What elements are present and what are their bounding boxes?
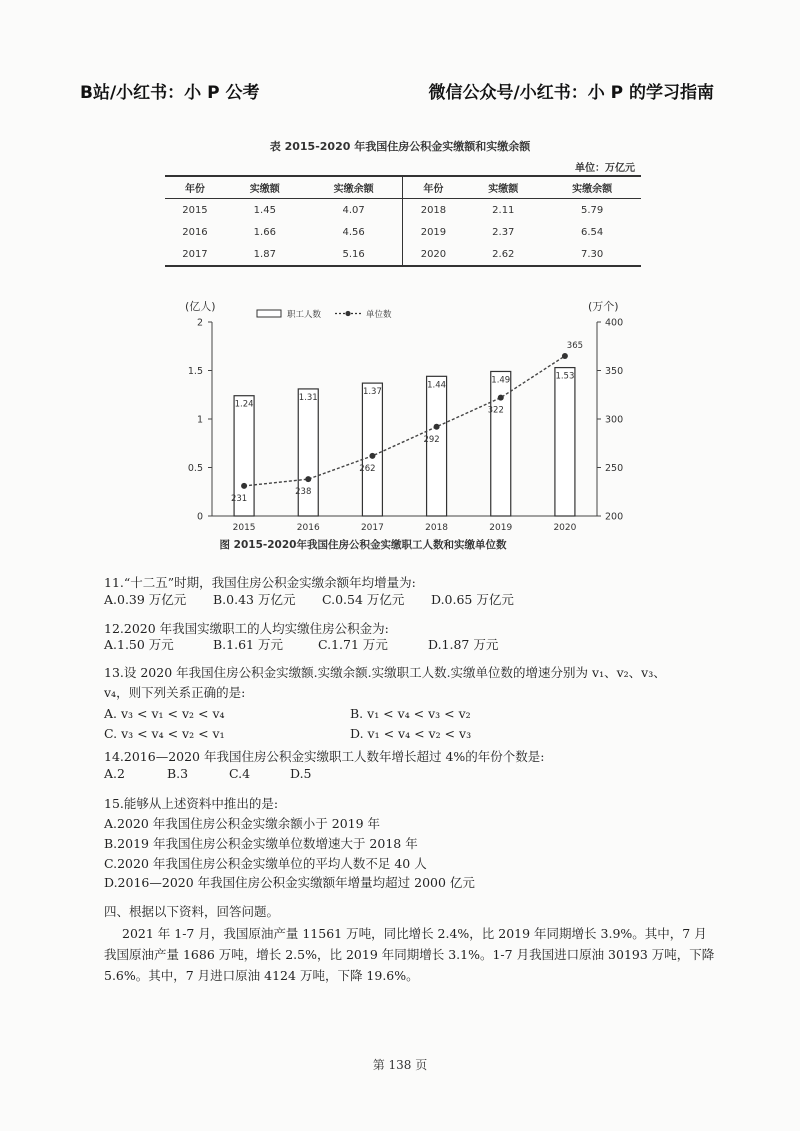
x-tick-label: 2016 (296, 523, 320, 533)
option-13-c: C. v₃ < v₄ < v₂ < v₁ (104, 726, 225, 741)
legend-bar-label: 职工人数 (287, 310, 322, 320)
left-tick-label: 1 (196, 414, 203, 426)
bar-value-label: 1.44 (427, 380, 447, 391)
left-tick-label: 2 (196, 317, 203, 329)
line-value-label: 262 (359, 463, 376, 474)
legend-line-marker (345, 311, 350, 316)
left-axis-label: (亿人) (185, 300, 216, 313)
right-tick-label: 250 (605, 463, 624, 474)
option-13-a: A. v₃ < v₁ < v₂ < v₄ (104, 706, 225, 721)
line-point (498, 395, 504, 401)
table-row (165, 221, 641, 243)
line-value-label: 238 (295, 487, 312, 498)
option-14-a: A.2 (104, 766, 125, 781)
option-13-b: B. v₁ < v₄ < v₃ < v₂ (350, 706, 471, 721)
table-cell: 5.16 (342, 248, 365, 260)
table-cell: 2020 (403, 243, 463, 266)
x-tick-label: 2015 (232, 523, 256, 533)
bar-value-label: 1.53 (555, 371, 575, 382)
paragraph-line: 5.6%。其中，7 月进口原油 4124 万吨，下降 19.6%。 (104, 968, 419, 983)
x-tick-label: 2019 (489, 523, 513, 533)
left-tick-label: 1.5 (187, 366, 203, 377)
question-15-stem: 15.能够从上述资料中推出的是: (104, 796, 279, 811)
right-tick-label: 350 (605, 366, 624, 377)
line-value-label: 231 (230, 493, 248, 504)
col-header: 年份 (184, 184, 205, 195)
col-header: 实缴额 (249, 184, 280, 195)
bar (362, 383, 382, 516)
right-axis-label: (万个) (588, 300, 619, 313)
table-cell: 2015 (182, 204, 208, 216)
table-cell: 2.37 (492, 226, 515, 238)
table-title: 表 2015-2020 年我国住房公积金实缴额和实缴余额 (269, 140, 531, 153)
bar-value-label: 1.24 (234, 399, 254, 410)
table-cell: 4.56 (342, 226, 365, 238)
line-value-label: 292 (423, 434, 440, 445)
unit-count-line (244, 356, 565, 486)
table-unit: 单位：万亿元 (575, 163, 635, 174)
question-13-stem: 13.设 2020 年我国住房公积金实缴额.实缴余额.实缴职工人数.实缴单位数的增速分别为 v₁、v₂、v₃、 (104, 665, 666, 680)
paragraph-line: 我国原油产量 1686 万吨，增长 2.5%，比 2019 年同期增长 3.1%。1-7 月我国进口原油 30193 万吨，下降 (104, 947, 715, 962)
left-tick-label: 0.5 (187, 463, 203, 474)
bar (427, 376, 447, 516)
section-4-paragraph (104, 923, 714, 986)
option-15-c: C.2020 年我国住房公积金实缴单位的平均人数不足 40 人 (104, 856, 427, 871)
page-number: 第 138 页 (372, 1058, 428, 1072)
question-12-stem: 12.2020 年我国实缴职工的人均实缴住房公积金为: (104, 621, 389, 636)
x-tick-label: 2017 (360, 523, 384, 533)
col-header: 实缴余额 (333, 184, 374, 195)
legend-line-label: 单位数 (366, 310, 392, 320)
line-point (434, 424, 440, 430)
col-header: 实缴余额 (572, 184, 613, 195)
left-tick-label: 0 (196, 511, 203, 523)
table-row (165, 243, 641, 266)
header-left: B站/小红书：小 P 公考 (80, 83, 260, 103)
table-row (165, 199, 641, 222)
col-header: 年份 (403, 176, 463, 199)
table-cell: 7.30 (580, 248, 604, 260)
table-cell: 4.07 (342, 204, 365, 216)
option-11-a: A.0.39 万亿元 (104, 592, 187, 607)
col-header: 实缴额 (488, 184, 519, 195)
option-11-d: D.0.65 万亿元 (431, 592, 514, 607)
option-15-a: A.2020 年我国住房公积金实缴余额小于 2019 年 (104, 816, 381, 831)
x-tick-label: 2020 (553, 523, 577, 533)
table-cell: 1.87 (253, 248, 276, 260)
question-14-stem: 14.2016—2020 年我国住房公积金实缴职工人数年增长超过 4%的年份个数是: (104, 749, 545, 764)
option-11-b: B.0.43 万亿元 (213, 592, 296, 607)
option-14-b: B.3 (167, 766, 189, 781)
option-12-c: C.1.71 万元 (318, 637, 388, 652)
line-point (305, 476, 311, 482)
right-tick-label: 300 (605, 414, 624, 426)
option-13-d: D. v₁ < v₄ < v₂ < v₃ (350, 726, 472, 741)
table-header-row (165, 176, 641, 199)
line-point (562, 353, 568, 359)
paragraph-line: 2021 年 1-7 月，我国原油产量 11561 万吨，同比增长 2.4%，比 2019 年同期增长 3.9%。其中，7 月 (122, 926, 707, 941)
bar-value-label: 1.37 (362, 387, 382, 398)
table-cell: 2.62 (492, 248, 515, 260)
line-point (369, 453, 375, 459)
line-value-label: 322 (487, 405, 504, 416)
x-tick-label: 2018 (425, 523, 449, 533)
table-cell: 5.79 (580, 204, 604, 216)
table-cell: 6.54 (580, 226, 604, 238)
bar-value-label: 1.49 (491, 375, 511, 386)
line-point (241, 483, 247, 489)
chart-title: 图 2015-2020年我国住房公积金实缴职工人数和实缴单位数 (219, 539, 507, 551)
header-right: 微信公众号/小红书：小 P 的学习指南 (428, 83, 714, 103)
question-13-stem-cont: v₄，则下列关系正确的是: (104, 685, 246, 700)
option-12-a: A.1.50 万元 (104, 637, 174, 652)
bar-value-label: 1.31 (298, 392, 318, 403)
table-cell: 1.66 (253, 226, 276, 238)
option-15-d: D.2016—2020 年我国住房公积金实缴额年增量均超过 2000 亿元 (104, 875, 475, 890)
option-14-d: D.5 (290, 766, 312, 781)
option-11-c: C.0.54 万亿元 (322, 592, 405, 607)
data-table (165, 175, 641, 267)
bar (555, 368, 575, 516)
table-cell: 1.45 (253, 204, 276, 216)
table-cell: 2016 (182, 226, 208, 238)
table-cell: 2017 (182, 248, 208, 260)
option-12-b: B.1.61 万元 (213, 637, 283, 652)
option-12-d: D.1.87 万元 (428, 637, 499, 652)
section-4-heading: 四、根据以下资料，回答问题。 (104, 904, 280, 919)
table-cell: 2018 (403, 199, 463, 222)
right-tick-label: 400 (605, 317, 624, 329)
combo-chart (175, 290, 635, 555)
option-14-c: C.4 (229, 766, 251, 781)
right-tick-label: 200 (605, 511, 624, 523)
table-cell: 2.11 (492, 204, 515, 216)
line-value-label: 365 (566, 340, 584, 351)
table-cell: 2019 (403, 221, 463, 243)
legend-bar-swatch (257, 310, 281, 317)
question-11-stem: 11.“十二五”时期，我国住房公积金实缴余额年均增量为: (104, 575, 416, 590)
option-15-b: B.2019 年我国住房公积金实缴单位数增速大于 2018 年 (104, 836, 418, 851)
